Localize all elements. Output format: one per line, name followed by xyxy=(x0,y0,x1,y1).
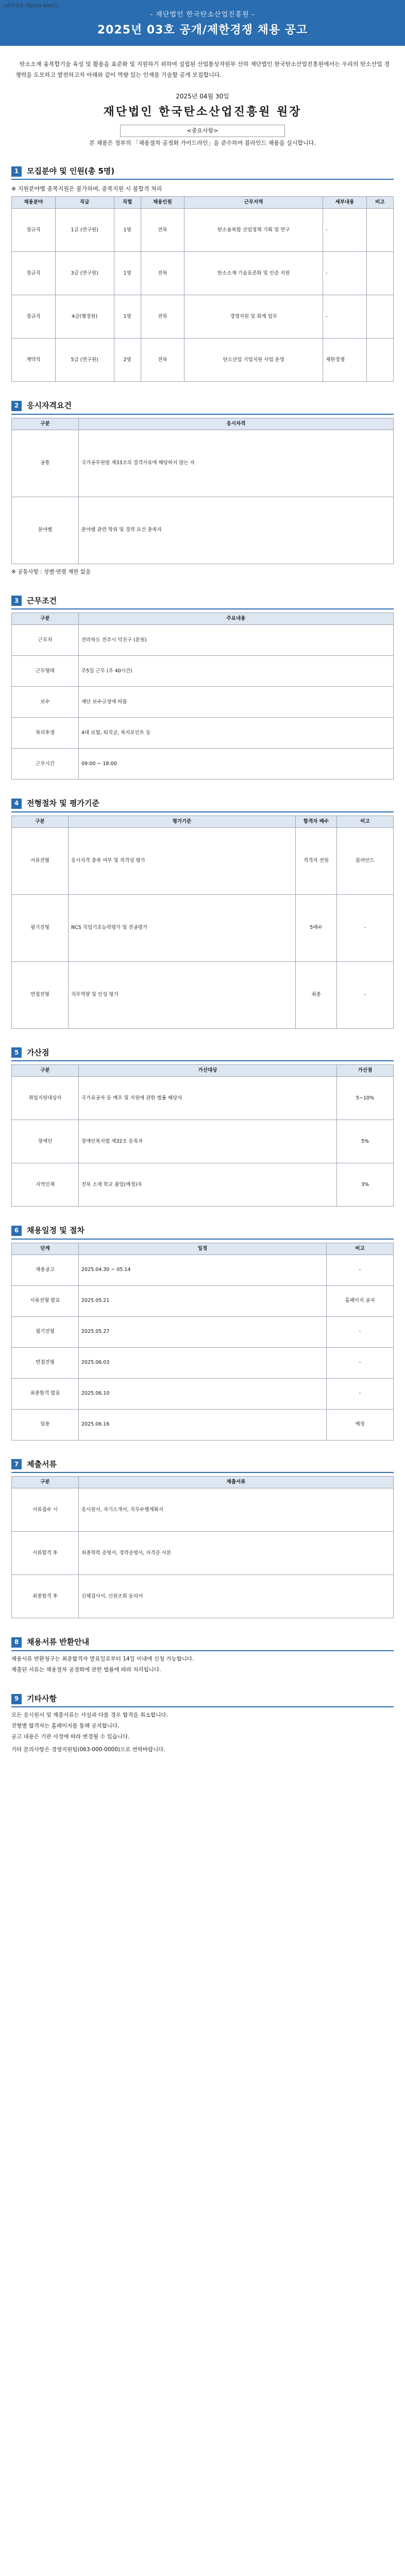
th: 세부내용 xyxy=(323,197,367,209)
list-item: 공고 내용은 기관 사정에 따라 변경될 수 있습니다. xyxy=(11,1734,130,1740)
td: 3% xyxy=(337,1163,394,1207)
td: 탄소산업 기업지원 사업 운영 xyxy=(184,338,323,382)
td: NCS 직업기초능력평가 및 전공평가 xyxy=(69,894,296,961)
td: 5급 (연구원) xyxy=(55,338,114,382)
section-number: 8 xyxy=(11,1637,22,1648)
td: 전북 xyxy=(141,338,184,382)
section-9 xyxy=(11,1693,394,1708)
td: - xyxy=(327,1255,394,1285)
td: 근무형태 xyxy=(12,656,79,687)
notice-date: 2025년 04월 30일 xyxy=(176,92,229,100)
td: 적격자 전원 xyxy=(296,827,337,894)
head-signature: 재단법인 한국탄소산업진흥원 원장 xyxy=(103,105,302,118)
section-number: 7 xyxy=(11,1459,22,1469)
selection-table xyxy=(11,816,394,1029)
other-notes xyxy=(11,1710,394,1742)
th: 구분 xyxy=(12,816,69,827)
td: - xyxy=(337,961,394,1028)
section-1 xyxy=(11,166,394,180)
bonus-table xyxy=(11,1064,394,1207)
section-number: 2 xyxy=(11,401,22,411)
td: 2025.05.27 xyxy=(79,1316,327,1347)
td: 분야별 관련 학위 및 경력 요건 충족자 xyxy=(79,497,394,564)
td: 취업지원대상자 xyxy=(12,1077,79,1120)
td: 최종합격 후 xyxy=(12,1575,79,1618)
td: 임용 xyxy=(12,1409,79,1440)
section-note: ※ 지원분야별 중복지원은 불가하며, 중복지원 시 불합격 처리 xyxy=(11,185,162,193)
section-title: 가산점 xyxy=(27,1047,49,1057)
section-title: 기타사항 xyxy=(27,1693,57,1703)
td: 4대 보험, 퇴직금, 복지포인트 등 xyxy=(79,718,394,749)
td: 필기전형 xyxy=(12,894,69,961)
td: - xyxy=(327,1347,394,1378)
th: 채용분야 xyxy=(12,197,56,209)
td: 국가유공자 등 예우 및 지원에 관한 법률 해당자 xyxy=(79,1077,337,1120)
td: 2025.05.21 xyxy=(79,1285,327,1316)
section-2 xyxy=(11,400,394,415)
td: 채용공고 xyxy=(12,1255,79,1285)
th: 가산대상 xyxy=(79,1065,337,1077)
td: - xyxy=(327,1378,394,1409)
th: 구분 xyxy=(12,613,79,625)
th: 제출서류 xyxy=(79,1477,394,1488)
td: 제한경쟁 xyxy=(323,338,367,382)
td: 2025.06.10 xyxy=(79,1378,327,1409)
td: 1급 (연구원) xyxy=(55,209,114,252)
td: 1명 xyxy=(114,209,141,252)
td: 정규직 xyxy=(12,209,56,252)
td: 서류전형 발표 xyxy=(12,1285,79,1316)
page-header xyxy=(0,0,405,46)
contact-info: 기타 문의사항은 경영지원팀(063-000-0000)으로 연락바랍니다. xyxy=(11,1747,165,1753)
td: 탄소융복합 산업정책 기획 및 연구 xyxy=(184,209,323,252)
td: 주5일 근무 (주 40시간) xyxy=(79,656,394,687)
td: 응시원서, 자기소개서, 직무수행계획서 xyxy=(79,1488,394,1532)
th: 비고 xyxy=(337,816,394,827)
th: 채용인원 xyxy=(141,197,184,209)
section-title: 모집분야 및 인원(총 5명) xyxy=(27,166,115,176)
td xyxy=(366,209,393,252)
td: 최종학력 증명서, 경력증명서, 자격증 사본 xyxy=(79,1532,394,1575)
section-title: 전형절차 및 평가기준 xyxy=(27,799,99,808)
section-title: 제출서류 xyxy=(27,1459,57,1469)
section-number: 5 xyxy=(11,1047,22,1058)
list-item: 채용서류 반환청구는 최종합격자 발표일로부터 14일 이내에 신청 가능합니다. xyxy=(11,1655,194,1662)
td: 5~10% xyxy=(337,1077,394,1120)
td: 정규직 xyxy=(12,295,56,338)
org-name: - 재단법인 한국탄소산업진흥원 - xyxy=(150,11,255,19)
recruit-table xyxy=(11,196,394,382)
th: 구분 xyxy=(12,418,79,430)
td: 탄소소재 기술표준화 및 인증 지원 xyxy=(184,252,323,295)
td: 1명 xyxy=(114,252,141,295)
section-title: 채용일정 및 절차 xyxy=(27,1226,85,1235)
td: 2025.06.16 xyxy=(79,1409,327,1440)
td: 면접전형 xyxy=(12,961,69,1028)
td: 서류접수 시 xyxy=(12,1488,79,1532)
td: 국가공무원법 제33조의 결격사유에 해당하지 않는 자 xyxy=(79,430,394,497)
td: 복리후생 xyxy=(12,718,79,749)
td: 전북 xyxy=(141,252,184,295)
td: 재단 보수규정에 따름 xyxy=(79,687,394,718)
td: 홈페이지 공지 xyxy=(327,1285,394,1316)
td: - xyxy=(337,894,394,961)
th: 근무지역 xyxy=(184,197,323,209)
th: 가산점 xyxy=(337,1065,394,1077)
td: 2025.04.30 ~ 05.14 xyxy=(79,1255,327,1285)
th: 일정 xyxy=(79,1243,327,1255)
td: 전라북도 전주시 덕진구 (본원) xyxy=(79,625,394,656)
td: 직무역량 및 인성 평가 xyxy=(69,961,296,1028)
return-notice xyxy=(11,1654,394,1675)
td: 전북 소재 학교 졸업(예정)자 xyxy=(79,1163,337,1207)
td: 5% xyxy=(337,1120,394,1163)
section-title: 응시자격요건 xyxy=(27,401,72,411)
section-title: 채용서류 반환안내 xyxy=(27,1637,90,1647)
th: 주요내용 xyxy=(79,613,394,625)
td: 최종 xyxy=(296,961,337,1028)
documents-table xyxy=(11,1476,394,1618)
section-title: 근무조건 xyxy=(27,596,57,605)
td: 장애인 xyxy=(12,1120,79,1163)
td: 4급(행정원) xyxy=(55,295,114,338)
td: - xyxy=(323,252,367,295)
th: 비고 xyxy=(366,197,393,209)
td: 응시자격 충족 여부 및 적격성 평가 xyxy=(69,827,296,894)
list-item: 전형별 합격자는 홈페이지를 통해 공지합니다. xyxy=(11,1723,120,1730)
work-conditions-table xyxy=(11,613,394,779)
td: 장애인복지법 제32조 등록자 xyxy=(79,1120,337,1163)
td: - xyxy=(323,295,367,338)
td xyxy=(366,295,393,338)
qualification-note: ※ 공통사항 : 성별·연령 제한 없음 xyxy=(11,568,91,575)
th: 구분 xyxy=(12,1065,79,1077)
section-number: 9 xyxy=(11,1694,22,1704)
list-item: 모든 응시원서 및 제출서류는 사실과 다를 경우 합격을 취소합니다. xyxy=(11,1712,168,1719)
td: 최종합격 발표 xyxy=(12,1378,79,1409)
th: 직급 xyxy=(55,197,114,209)
td xyxy=(366,252,393,295)
section-6 xyxy=(11,1225,394,1240)
td: - xyxy=(323,209,367,252)
section-7 xyxy=(11,1459,394,1473)
td: 09:00 ~ 18:00 xyxy=(79,749,394,779)
td: 블라인드 xyxy=(337,827,394,894)
section-number: 1 xyxy=(11,166,22,177)
th: 평가기준 xyxy=(69,816,296,827)
th: 합격자 배수 xyxy=(296,816,337,827)
td: 경영지원 및 회계 업무 xyxy=(184,295,323,338)
section-5 xyxy=(11,1047,394,1062)
td: 서류합격 후 xyxy=(12,1532,79,1575)
td: 공통 xyxy=(12,430,79,497)
td: 예정 xyxy=(327,1409,394,1440)
th: 직렬 xyxy=(114,197,141,209)
td: 5배수 xyxy=(296,894,337,961)
td: 필기전형 xyxy=(12,1316,79,1347)
th: 비고 xyxy=(327,1243,394,1255)
td: 2025.06.03 xyxy=(79,1347,327,1378)
section-number: 3 xyxy=(11,596,22,606)
important-label: <중요사항> xyxy=(120,125,285,137)
td xyxy=(366,338,393,382)
th: 구분 xyxy=(12,1477,79,1488)
th: 응시자격 xyxy=(79,418,394,430)
td: 2명 xyxy=(114,338,141,382)
section-number: 6 xyxy=(11,1226,22,1236)
section-3 xyxy=(11,596,394,610)
td: 1명 xyxy=(114,295,141,338)
section-number: 4 xyxy=(11,799,22,809)
td: 분야별 xyxy=(12,497,79,564)
section-8 xyxy=(11,1637,394,1651)
td: 근무시간 xyxy=(12,749,79,779)
important-body: 본 채용은 정부의 「채용절차 공정화 가이드라인」을 준수하여 블라인드 채용을 실시합니다. xyxy=(89,139,316,146)
td: 근무처 xyxy=(12,625,79,656)
td: 계약직 xyxy=(12,338,56,382)
section-4 xyxy=(11,798,394,812)
td: 전북 xyxy=(141,209,184,252)
td: 전북 xyxy=(141,295,184,338)
td: 신체검사서, 신원조회 동의서 xyxy=(79,1575,394,1618)
qualification-table xyxy=(11,418,394,564)
td: 보수 xyxy=(12,687,79,718)
td: 정규직 xyxy=(12,252,56,295)
notice-number: (관보번호 제2025-000호) xyxy=(4,4,59,9)
page-title: 2025년 03호 공개/제한경쟁 채용 공고 xyxy=(97,23,308,37)
th: 단계 xyxy=(12,1243,79,1255)
td: - xyxy=(327,1316,394,1347)
schedule-table xyxy=(11,1243,394,1440)
list-item: 제출된 서류는 채용절차 공정화에 관한 법률에 따라 처리됩니다. xyxy=(11,1666,161,1673)
td: 3급 (연구원) xyxy=(55,252,114,295)
td: 면접전형 xyxy=(12,1347,79,1378)
td: 지역인재 xyxy=(12,1163,79,1207)
td: 서류전형 xyxy=(12,827,69,894)
intro-text: 탄소소재 융복합기술 육성 및 활용을 표준화 및 지원하기 위하여 설립된 산업통상자원부 산하 재단법인 한국탄소산업진흥원에서는 우리의 탄소산업 경쟁력을 도모하고 발전하고자 아래와 같이 역량 있는 인재를 기술할 공개 모집합니다. xyxy=(15,60,390,78)
